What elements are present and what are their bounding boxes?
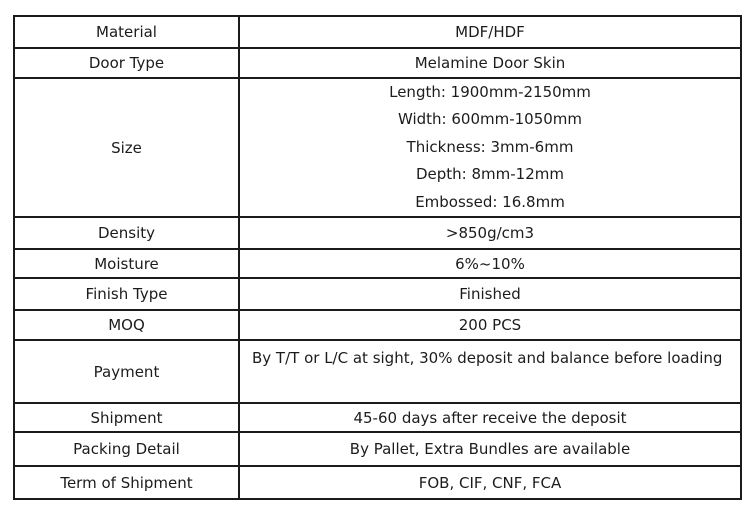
- size-line-depth: Depth: 8mm-12mm: [415, 165, 564, 184]
- table-row-moq: [14, 310, 741, 340]
- table-row-term-of-shipment: [14, 466, 741, 499]
- spec-value-material: MDF/HDF: [239, 16, 741, 48]
- table-row-finish-type: [14, 278, 741, 310]
- spec-value-size: [239, 78, 741, 217]
- spec-value-shipment: 45-60 days after receive the deposit: [239, 403, 741, 432]
- table-row-door-type: [14, 48, 741, 78]
- spec-label-material: Material: [14, 16, 239, 48]
- spec-label-payment: Payment: [14, 340, 239, 403]
- spec-value-packing-detail: By Pallet, Extra Bundles are available: [239, 432, 741, 466]
- spec-value-term-of-shipment: FOB, CIF, CNF, FCA: [239, 466, 741, 499]
- spec-label-door-type: Door Type: [14, 48, 239, 78]
- table-row-moisture: [14, 249, 741, 278]
- spec-value-finish-type: Finished: [239, 278, 741, 310]
- table-row-packing-detail: [14, 432, 741, 466]
- size-line-thickness: Thickness: 3mm-6mm: [406, 137, 574, 156]
- spec-label-density: Density: [14, 217, 239, 249]
- spec-label-moisture: Moisture: [14, 249, 239, 278]
- spec-label-size: Size: [14, 78, 239, 217]
- spec-value-moq: 200 PCS: [239, 310, 741, 340]
- spec-label-moq: MOQ: [14, 310, 239, 340]
- table-row-density: [14, 217, 741, 249]
- spec-label-shipment: Shipment: [14, 403, 239, 432]
- spec-value-payment: By T/T or L/C at sight, 30% deposit and balance before loading: [239, 340, 741, 403]
- spec-label-term-of-shipment: Term of Shipment: [14, 466, 239, 499]
- table-row-shipment: [14, 403, 741, 432]
- table-row-material: [14, 16, 741, 48]
- size-line-embossed: Embossed: 16.8mm: [415, 192, 565, 211]
- spec-label-finish-type: Finish Type: [14, 278, 239, 310]
- spec-value-density: >850g/cm3: [239, 217, 741, 249]
- size-line-width: Width: 600mm-1050mm: [397, 110, 583, 129]
- size-line-length: Length: 1900mm-2150mm: [389, 83, 591, 101]
- spec-label-packing-detail: Packing Detail: [14, 432, 239, 466]
- product-spec-table: [13, 15, 742, 500]
- table-row-payment: [14, 340, 741, 403]
- spec-value-door-type: Melamine Door Skin: [239, 48, 741, 78]
- spec-value-moisture: 6%~10%: [239, 249, 741, 278]
- table-row-size: [14, 78, 741, 217]
